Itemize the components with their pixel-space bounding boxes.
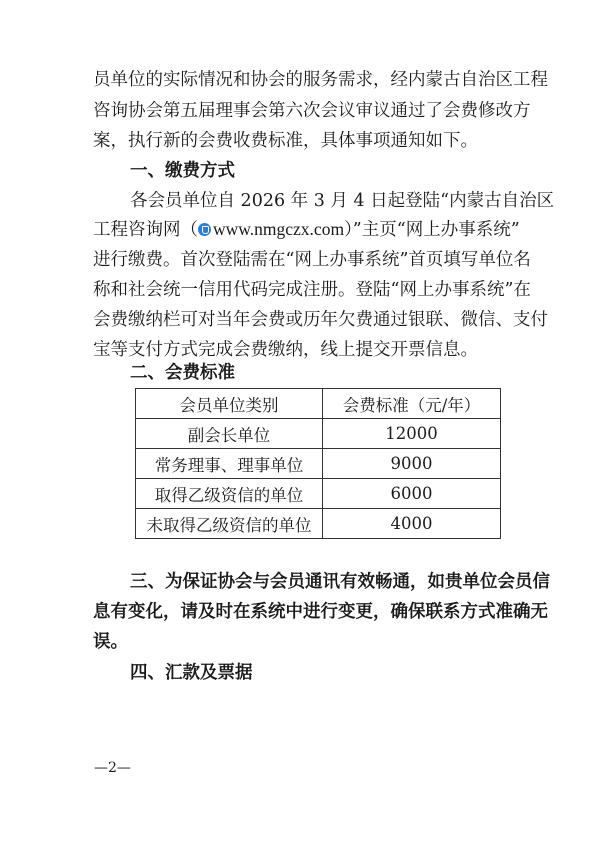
row-category: 未取得乙级资信的单位 <box>136 509 323 539</box>
section4-title: 四、汇款及票据 <box>130 663 253 683</box>
table-row <box>136 449 501 479</box>
section1-line-3: 进行缴费。首次登陆需在“网上办事系统”首页填写单位名 <box>93 250 531 270</box>
row-fee: 4000 <box>323 509 501 539</box>
intro-line-1: 员单位的实际情况和协会的服务需求，经内蒙古自治区工程 <box>93 70 548 90</box>
section1-line-6: 宝等支付方式完成会费缴纳，线上提交开票信息。 <box>93 340 478 360</box>
row-fee: 9000 <box>323 449 501 479</box>
row-category: 常务理事、理事单位 <box>136 449 323 479</box>
section3-line-2: 息有变化，请及时在系统中进行变更，确保联系方式准确无 <box>93 602 548 622</box>
fee-table-header <box>136 389 501 419</box>
fee-table <box>135 388 501 539</box>
table-row <box>136 479 501 509</box>
section1-line-2 <box>93 217 520 242</box>
intro-line-2: 咨询协会第五届理事会第六次会议审议通过了会费修改方 <box>93 101 531 121</box>
section1-title: 一、缴费方式 <box>130 161 235 181</box>
table-row <box>136 509 501 539</box>
row-fee: 12000 <box>323 419 501 449</box>
header-fee: 会费标准（元/年） <box>323 389 501 419</box>
header-category: 会员单位类别 <box>136 389 323 419</box>
section3-line-3: 误。 <box>93 632 128 652</box>
row-fee: 6000 <box>323 479 501 509</box>
row-category: 副会长单位 <box>136 419 323 449</box>
section1-line-4: 称和社会统一信用代码完成注册。登陆“网上办事系统”在 <box>93 280 531 300</box>
section2-title: 二、会费标准 <box>130 363 235 383</box>
section1-line-5: 会费缴纳栏可对当年会费或历年欠费通过银联、微信、支付 <box>93 310 548 330</box>
section1-line-1: 各会员单位自 2026 年 3 月 4 日起登陆“内蒙古自治区 <box>130 191 555 211</box>
intro-line-3: 案，执行新的会费收费标准，具体事项通知如下。 <box>93 131 478 151</box>
section1-line-2-post: ）”主页“网上办事系统” <box>344 220 520 240</box>
website-link[interactable]: www.nmgczx.com <box>213 219 345 239</box>
row-category: 取得乙级资信的单位 <box>136 479 323 509</box>
page-number: —2— <box>94 760 131 776</box>
section1-line-2-pre: 工程咨询网（ <box>93 220 198 240</box>
globe-icon <box>198 223 211 236</box>
section3-line-1: 三、为保证协会与会员通讯有效畅通，如贵单位会员信 <box>130 572 550 592</box>
table-row <box>136 419 501 449</box>
